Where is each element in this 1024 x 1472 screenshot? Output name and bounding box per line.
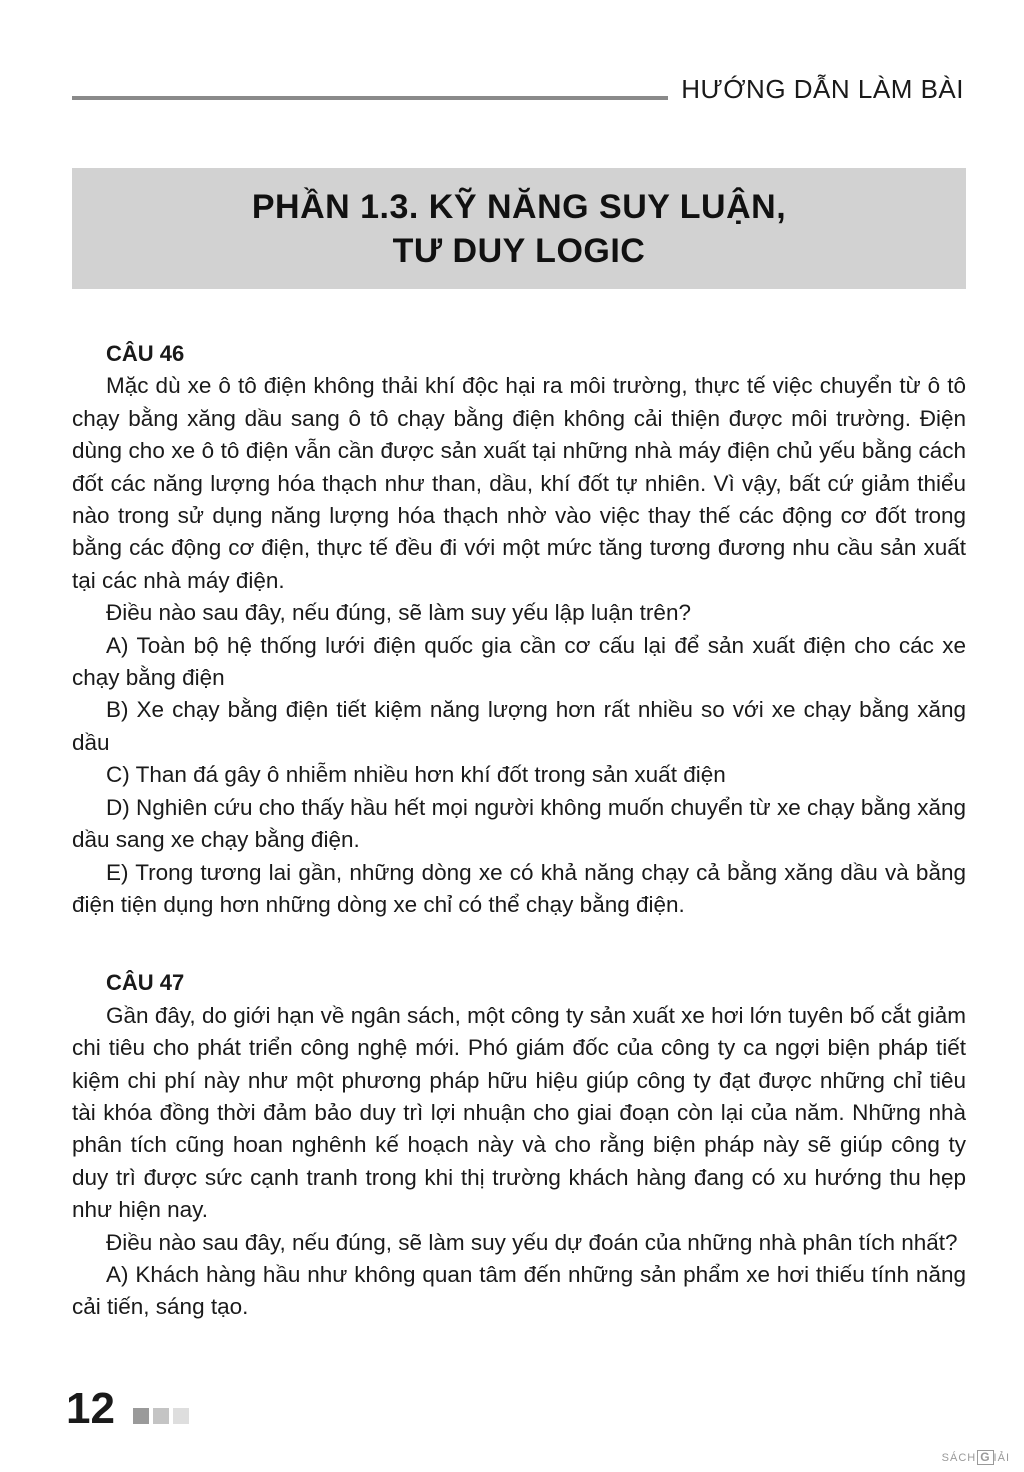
header-rule	[72, 96, 668, 100]
answer-option-a: A) Khách hàng hầu như không quan tâm đến những sản phẩm xe hơi thiếu tính năng cải tiến, sáng tạo.	[72, 1261, 966, 1320]
section-title-banner	[72, 168, 966, 289]
answer-option-b: B) Xe chạy bằng điện tiết kiệm năng lượng hơn rất nhiều so với xe chạy bằng xăng dầu	[72, 697, 966, 755]
page-number-dots	[133, 1408, 189, 1424]
question-46	[72, 338, 966, 921]
answer-option-e: E) Trong tương lai gần, những dòng xe có khả năng chạy cả bằng xăng dầu và bằng điện tiện dụng hơn những dòng xe chỉ có thể chạy bằng điện.	[72, 859, 966, 917]
publisher-watermark	[942, 1450, 1010, 1465]
page-dot-2	[153, 1408, 169, 1424]
question-heading: CÂU 47	[106, 970, 185, 996]
question-prompt: Điều nào sau đây, nếu đúng, sẽ làm suy yếu dự đoán của những nhà phân tích nhất?	[106, 1229, 958, 1255]
answer-option-d: D) Nghiên cứu cho thấy hầu hết mọi người không muốn chuyển từ xe chạy bằng xăng dầu sang xe chạy bằng điện.	[72, 794, 966, 853]
question-47	[72, 967, 966, 1323]
question-passage: Gần đây, do giới hạn về ngân sách, một công ty sản xuất xe hơi lớn tuyên bố cắt giảm chi tiêu cho phát triển công nghệ mới. Phó giám đốc của công ty ca ngợi biện pháp tiết kiệm chi phí này như một phương pháp hữu hiệu giúp công ty đạt được những chỉ tiêu tài khóa đồng thời đảm bảo duy trì lợi nhuận cho giai đoạn còn lại của năm. Những nhà phân tích cũng hoan nghênh kế hoạch này và cho rằng biện pháp này sẽ giúp công ty duy trì được sức cạnh tranh trong khi thị trường khách hàng đang có xu hướng thu hẹp như hiện nay.	[72, 1002, 966, 1223]
page-content	[72, 338, 966, 1324]
question-prompt: Điều nào sau đây, nếu đúng, sẽ làm suy yếu lập luận trên?	[106, 600, 691, 626]
running-header: HƯỚNG DẪN LÀM BÀI	[681, 74, 964, 104]
brand-text: SÁCH	[941, 1451, 977, 1464]
question-heading: CÂU 46	[106, 341, 185, 366]
answer-option-c: C) Than đá gây ô nhiễm nhiều hơn khí đốt trong sản xuất điện	[106, 762, 726, 788]
brand-mark: G	[977, 1450, 993, 1465]
section-title-line-2: TƯ DUY LOGIC	[392, 231, 646, 270]
brand-text-2: IẢI	[993, 1451, 1010, 1464]
page-dot-1	[133, 1408, 149, 1424]
page-number: 12	[66, 1384, 115, 1433]
answer-option-a: A) Toàn bộ hệ thống lưới điện quốc gia cần cơ cấu lại để sản xuất điện cho các xe chạy bằng điện	[72, 632, 966, 691]
question-passage: Mặc dù xe ô tô điện không thải khí độc hại ra môi trường, thực tế việc chuyển từ ô tô chạy bằng xăng dầu sang ô tô chạy bằng điện không cải thiện được môi trường. Điện dùng cho xe ô tô điện vẫn cần được sản xuất tại những nhà máy điện chủ yếu bằng cách đốt các năng lượng hóa thạch như than, dầu, khí đốt tự nhiên. Vì vậy, bất cứ giảm thiểu nào trong sử dụng năng lượng hóa thạch nhờ vào việc thay thế các động cơ đốt trong bằng các động cơ điện, thực tế đều đi với một mức tăng tương đương nhu cầu sản xuất tại các nhà máy điện.	[72, 373, 966, 593]
section-title-line-1: PHẦN 1.3. KỸ NĂNG SUY LUẬN,	[251, 187, 787, 226]
page-dot-3	[173, 1408, 189, 1424]
